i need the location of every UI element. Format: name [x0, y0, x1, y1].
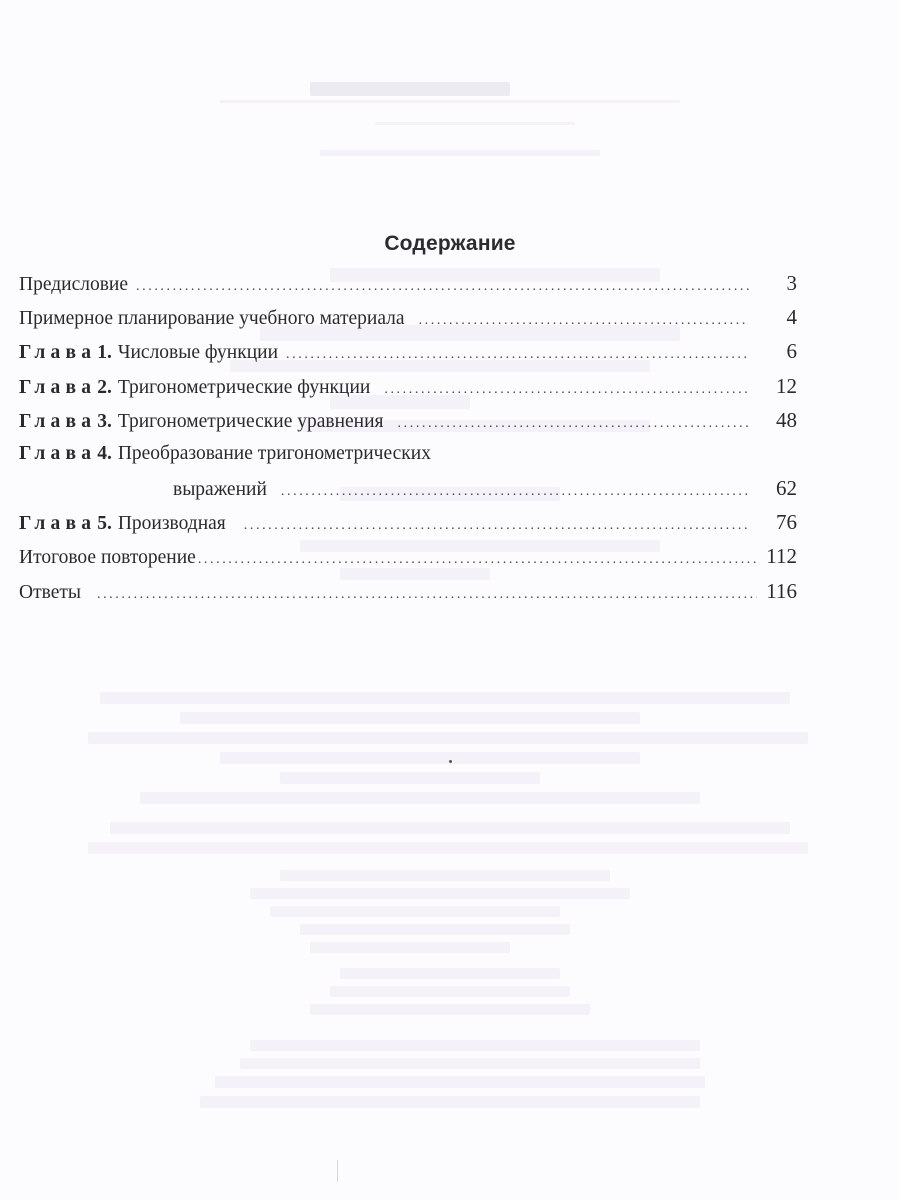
leader-dots	[97, 580, 757, 610]
page-number: 112	[766, 544, 797, 569]
toc-entry-chapter-1[interactable]	[19, 336, 797, 366]
leader-dots	[136, 272, 749, 302]
leader-dots	[384, 375, 749, 405]
leader-dots	[398, 409, 749, 439]
chapter-prefix: Глава	[19, 376, 97, 398]
chapter-prefix: Глава	[19, 342, 97, 364]
entry-label: Тригонометрические функции	[117, 376, 371, 398]
entry-label: Тригонометрические уравнения	[117, 410, 384, 432]
leader-dots	[286, 340, 749, 370]
entry-label: Примерное планирование учебного материала	[19, 308, 405, 330]
leader-dots	[281, 477, 749, 507]
toc-entry-chapter-5[interactable]	[19, 507, 797, 537]
toc-entry-answers[interactable]	[19, 576, 797, 606]
toc-entry-chapter-3[interactable]	[19, 405, 797, 435]
page-number: 62	[776, 475, 797, 500]
chapter-prefix: Глава	[19, 513, 97, 535]
page-number: 6	[786, 339, 797, 364]
entry-label: Производная	[117, 513, 226, 535]
chapter-prefix: Глава	[19, 410, 97, 432]
table-of-contents	[19, 268, 797, 610]
toc-entry-final-review[interactable]	[19, 541, 797, 571]
page-number: 48	[776, 407, 797, 432]
scan-mark	[337, 1160, 338, 1182]
chapter-number: 3.	[97, 410, 112, 432]
page-number: 12	[776, 373, 797, 398]
entry-label-continued: выражений	[173, 478, 267, 500]
toc-entry-chapter-4[interactable]	[19, 439, 797, 503]
leader-dots	[198, 545, 757, 575]
chapter-number: 2.	[97, 376, 112, 398]
scan-speck	[449, 760, 452, 763]
chapter-prefix: Глава	[19, 442, 97, 464]
entry-label: Числовые функции	[117, 342, 279, 364]
page-number: 4	[786, 305, 797, 330]
chapter-number: 4.	[97, 442, 112, 464]
leader-dots	[244, 511, 749, 541]
entry-label: Предисловие	[19, 274, 129, 295]
toc-entry-planning[interactable]	[19, 302, 797, 332]
leader-dots	[419, 306, 749, 336]
page-number: 116	[766, 578, 797, 603]
page-number: 76	[776, 510, 797, 535]
chapter-number: 1.	[97, 342, 112, 364]
toc-heading: Содержание	[384, 232, 516, 255]
entry-label: Преобразование тригонометрических	[117, 442, 431, 464]
toc-entry-chapter-2[interactable]	[19, 371, 797, 401]
entry-label: Ответы	[19, 581, 81, 603]
page-number: 3	[786, 271, 797, 295]
chapter-number: 5.	[97, 513, 112, 535]
toc-entry-preface[interactable]	[19, 268, 797, 298]
entry-label: Итоговое повторение	[19, 547, 196, 569]
